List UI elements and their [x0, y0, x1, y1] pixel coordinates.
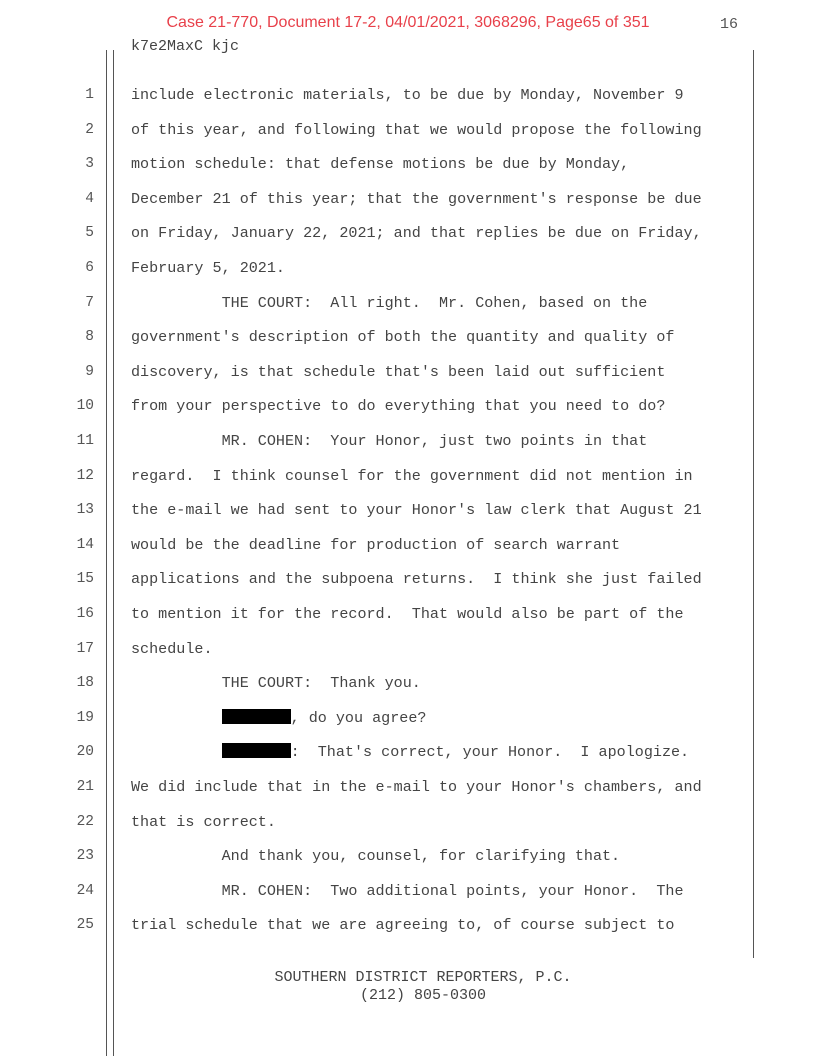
- line-text-segment: trial schedule that we are agreeing to, of course subject to: [131, 916, 675, 935]
- line-number: 9: [85, 363, 94, 380]
- line-text-segment: MR. COHEN: Two additional points, your Honor. The: [131, 881, 684, 900]
- transcript-line: [131, 432, 751, 450]
- line-number: 6: [85, 260, 94, 276]
- line-text-segment: motion schedule: that defense motions be due by Monday,: [131, 155, 630, 174]
- line-number: 5: [85, 225, 94, 242]
- line-number: 16: [76, 606, 94, 622]
- transcript-line: [131, 86, 751, 104]
- line-number: 13: [76, 502, 94, 519]
- transcript-line: [131, 778, 751, 796]
- line-number: 8: [85, 329, 94, 346]
- transcript-line: [131, 501, 751, 519]
- line-number: 20: [76, 744, 94, 761]
- transcript-line: [131, 640, 751, 658]
- footer-reporter: SOUTHERN DISTRICT REPORTERS, P.C.: [274, 969, 572, 986]
- line-number: 23: [76, 848, 94, 865]
- transcript-line: [131, 743, 751, 761]
- line-text-segment: from your perspective to do everything that you need to do?: [131, 397, 666, 416]
- transcript-line: [131, 328, 751, 346]
- transcript-line: [131, 674, 751, 692]
- redaction-block: [222, 743, 291, 758]
- line-text-segment: to mention it for the record. That would also be part of the: [131, 605, 684, 623]
- line-number: 3: [85, 156, 94, 173]
- line-text-segment: : That's correct, your Honor. I apologize.: [290, 743, 690, 762]
- transcript-line: [131, 190, 751, 208]
- line-number: 14: [76, 536, 94, 553]
- line-text-segment: THE COURT: Thank you.: [131, 674, 421, 693]
- line-number: 25: [76, 917, 94, 934]
- line-number: 21: [76, 779, 94, 795]
- line-text-segment: the e-mail we had sent to your Honor's law clerk that August 21: [131, 501, 702, 520]
- line-text-segment: [131, 743, 222, 761]
- line-number: 10: [76, 398, 94, 415]
- line-text-segment: on Friday, January 22, 2021; and that replies be due on Friday,: [131, 224, 702, 243]
- line-number: 7: [85, 294, 94, 311]
- case-header-stamp: Case 21-770, Document 17-2, 04/01/2021, 3068296, Page65 of 351: [166, 14, 650, 31]
- transcript-line: [131, 536, 751, 554]
- transcript-line: [131, 224, 751, 242]
- line-text-segment: of this year, and following that we would propose the following: [131, 120, 702, 139]
- transcript-line: [131, 605, 751, 623]
- line-number: 1: [85, 87, 94, 103]
- line-text-segment: discovery, is that schedule that's been laid out sufficient: [131, 362, 666, 381]
- right-margin-rule: [753, 50, 754, 958]
- footer-phone: (212) 805-0300: [359, 987, 487, 1004]
- transcript-line: [131, 813, 751, 831]
- transcript-line: [131, 467, 751, 485]
- line-number: 24: [76, 882, 94, 899]
- line-text-segment: applications and the subpoena returns. I think she just failed: [131, 570, 702, 589]
- line-number: 22: [76, 813, 94, 830]
- transcript-line: [131, 363, 751, 381]
- line-text-segment: And thank you, counsel, for clarifying that.: [131, 847, 621, 866]
- left-margin-rule-outer: [106, 50, 107, 1056]
- transcript-line: [131, 570, 751, 588]
- line-number: 12: [76, 467, 94, 484]
- transcript-line: [131, 397, 751, 415]
- line-text-segment: regard. I think counsel for the government did not mention in: [131, 466, 693, 485]
- line-text-segment: MR. COHEN: Your Honor, just two points in that: [131, 432, 648, 450]
- transcript-line: [131, 847, 751, 865]
- line-text-segment: February 5, 2021.: [131, 259, 285, 277]
- line-text-segment: include electronic materials, to be due by Monday, November 9: [131, 86, 684, 104]
- line-number: 11: [76, 433, 94, 449]
- line-text-segment: schedule.: [131, 639, 213, 658]
- line-number: 17: [76, 640, 94, 657]
- transcript-line: [131, 709, 751, 727]
- transcript-line: [131, 259, 751, 277]
- transcript-line: [131, 155, 751, 173]
- line-text-segment: government's description of both the quantity and quality of: [131, 328, 675, 347]
- transcript-file-id: k7e2MaxC kjc: [131, 38, 240, 55]
- line-text-segment: December 21 of this year; that the government's response be due: [131, 189, 702, 208]
- transcript-line: [131, 294, 751, 312]
- line-text-segment: We did include that in the e-mail to your Honor's chambers, and: [131, 778, 702, 796]
- line-number: 2: [85, 121, 94, 138]
- page-number: 16: [719, 16, 738, 33]
- line-number: 15: [76, 571, 94, 588]
- line-text-segment: , do you agree?: [290, 708, 427, 727]
- line-text-segment: [131, 709, 222, 727]
- line-text-segment: THE COURT: All right. Mr. Cohen, based on the: [131, 293, 648, 312]
- transcript-line: [131, 121, 751, 139]
- transcript-line: [131, 882, 751, 900]
- line-number: 19: [76, 709, 94, 726]
- line-number: 4: [85, 190, 94, 207]
- redaction-block: [222, 709, 291, 724]
- transcript-line: [131, 916, 751, 934]
- left-margin-rule-inner: [113, 50, 114, 1056]
- line-text-segment: that is correct.: [131, 812, 276, 831]
- line-text-segment: would be the deadline for production of search warrant: [131, 535, 621, 554]
- line-number: 18: [76, 675, 94, 692]
